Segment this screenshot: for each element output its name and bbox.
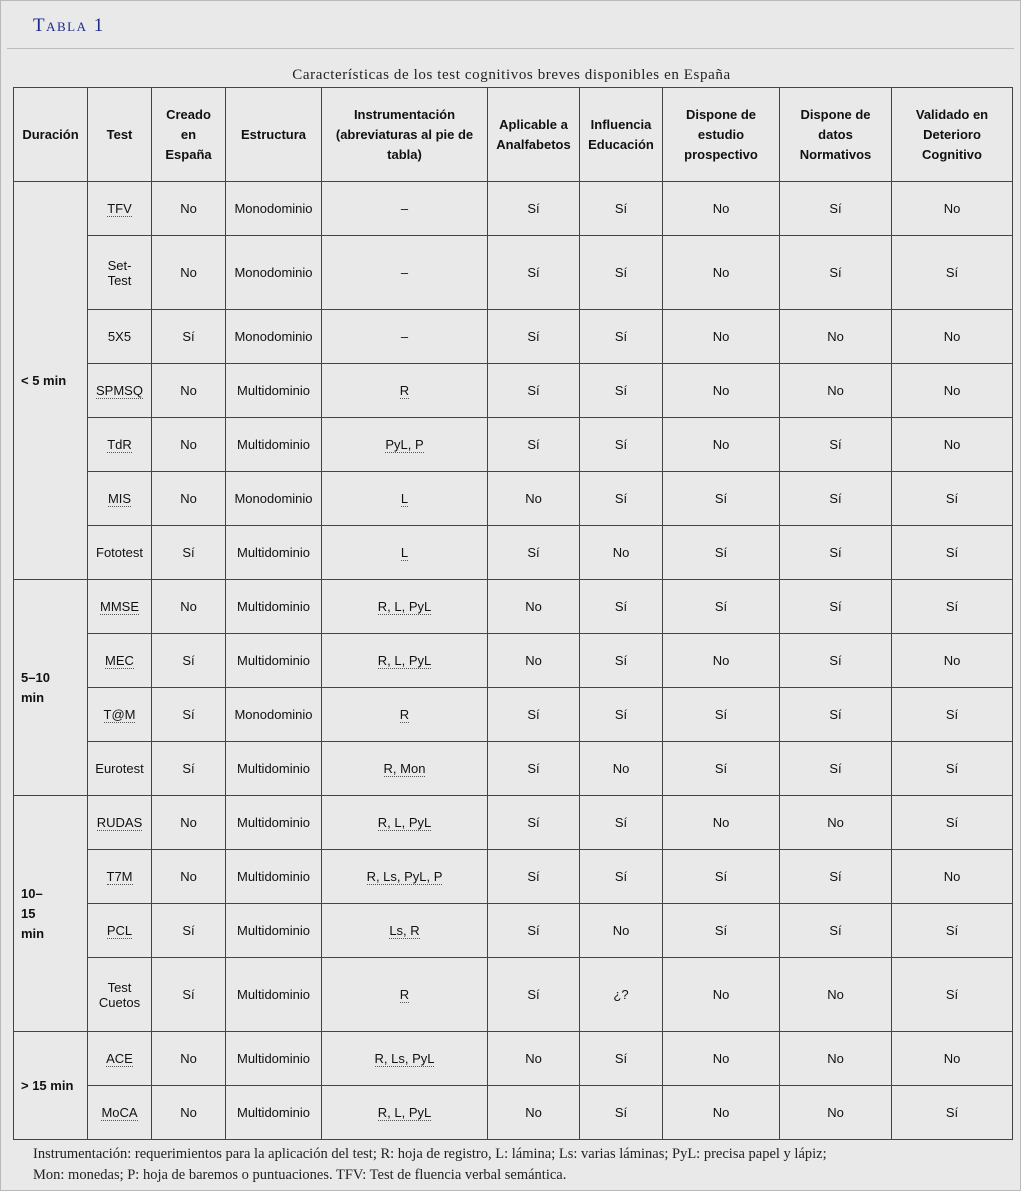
test-name: T7M <box>106 869 133 884</box>
test-name: MoCA <box>101 1105 138 1120</box>
aplicable-cell: Sí <box>488 742 580 796</box>
footnote-line-2: Mon: monedas; P: hoja de baremos o puntuaciones. TFV: Test de fluencia verbal semántica. <box>33 1167 567 1183</box>
estructura-cell: Monodominio <box>226 236 322 310</box>
normativos-cell: Sí <box>780 236 892 310</box>
estructura-cell: Multidominio <box>226 364 322 418</box>
duration-cell: 5–10 min <box>14 580 88 796</box>
creado-cell: No <box>152 796 226 850</box>
normativos-cell: No <box>780 364 892 418</box>
validado-cell: Sí <box>892 236 1013 310</box>
footnote-line-1: Instrumentación: requerimientos para la aplicación del test; R: hoja de registro, L: lámina; Ls: varias láminas; PyL: precisa papel y lápiz; <box>33 1146 827 1162</box>
aplicable-cell: Sí <box>488 904 580 958</box>
prospectivo-cell: No <box>663 958 780 1032</box>
prospectivo-cell: No <box>663 1032 780 1086</box>
test-cell <box>88 310 152 364</box>
test-cell <box>88 580 152 634</box>
table-row <box>14 526 1013 580</box>
creado-cell: Sí <box>152 634 226 688</box>
estructura-cell: Multidominio <box>226 634 322 688</box>
creado-cell: No <box>152 850 226 904</box>
header-normativos: Dispone de datos Normativos <box>780 88 892 182</box>
creado-cell: Sí <box>152 904 226 958</box>
table-row <box>14 472 1013 526</box>
test-cell <box>88 1032 152 1086</box>
test-cell <box>88 364 152 418</box>
prospectivo-cell: No <box>663 310 780 364</box>
creado-cell: Sí <box>152 742 226 796</box>
estructura-cell: Multidominio <box>226 1032 322 1086</box>
test-name: TdR <box>107 437 132 452</box>
estructura-cell: Multidominio <box>226 796 322 850</box>
instr-cell: L <box>322 526 488 580</box>
table-row <box>14 688 1013 742</box>
table-label: Tabla 1 <box>33 15 105 36</box>
validado-cell: Sí <box>892 958 1013 1032</box>
validado-cell: No <box>892 418 1013 472</box>
normativos-cell: Sí <box>780 634 892 688</box>
creado-cell: Sí <box>152 688 226 742</box>
validado-cell: Sí <box>892 904 1013 958</box>
instr-cell: R, Mon <box>322 742 488 796</box>
test-cell <box>88 634 152 688</box>
aplicable-cell: Sí <box>488 236 580 310</box>
estructura-cell: Monodominio <box>226 182 322 236</box>
normativos-cell: Sí <box>780 526 892 580</box>
header-influencia: Influencia Educación <box>580 88 663 182</box>
validado-cell: Sí <box>892 796 1013 850</box>
influencia-cell: Sí <box>580 1032 663 1086</box>
estructura-cell: Multidominio <box>226 850 322 904</box>
table-row <box>14 742 1013 796</box>
aplicable-cell: Sí <box>488 526 580 580</box>
table-row <box>14 236 1013 310</box>
normativos-cell: No <box>780 958 892 1032</box>
estructura-cell: Multidominio <box>226 904 322 958</box>
table-row <box>14 904 1013 958</box>
creado-cell: No <box>152 236 226 310</box>
prospectivo-cell: No <box>663 634 780 688</box>
prospectivo-cell: Sí <box>663 688 780 742</box>
table-row <box>14 958 1013 1032</box>
instr-cell: R <box>322 364 488 418</box>
aplicable-cell: Sí <box>488 310 580 364</box>
influencia-cell: Sí <box>580 634 663 688</box>
creado-cell: No <box>152 418 226 472</box>
normativos-cell: No <box>780 1086 892 1140</box>
prospectivo-cell: Sí <box>663 526 780 580</box>
influencia-cell: Sí <box>580 182 663 236</box>
header-aplicable: Aplicable a Analfabetos <box>488 88 580 182</box>
influencia-cell: Sí <box>580 796 663 850</box>
table-row <box>14 1032 1013 1086</box>
influencia-cell: Sí <box>580 688 663 742</box>
normativos-cell: Sí <box>780 904 892 958</box>
influencia-cell: Sí <box>580 1086 663 1140</box>
validado-cell: No <box>892 182 1013 236</box>
test-name: ACE <box>106 1051 133 1066</box>
instr-cell: L <box>322 472 488 526</box>
validado-cell: No <box>892 310 1013 364</box>
creado-cell: No <box>152 580 226 634</box>
divider <box>7 48 1014 49</box>
aplicable-cell: No <box>488 1032 580 1086</box>
estructura-cell: Multidominio <box>226 958 322 1032</box>
estructura-cell: Multidominio <box>226 580 322 634</box>
test-cell <box>88 236 152 310</box>
test-name: Fototest <box>96 545 143 560</box>
aplicable-cell: No <box>488 580 580 634</box>
table-row <box>14 1086 1013 1140</box>
influencia-cell: Sí <box>580 364 663 418</box>
normativos-cell: Sí <box>780 580 892 634</box>
test-cell <box>88 688 152 742</box>
instr-cell: PyL, P <box>322 418 488 472</box>
influencia-cell: Sí <box>580 580 663 634</box>
test-cell <box>88 850 152 904</box>
table-row <box>14 580 1013 634</box>
validado-cell: Sí <box>892 742 1013 796</box>
validado-cell: No <box>892 1032 1013 1086</box>
header-instrumentacion: Instrumentación (abreviaturas al pie de tabla) <box>322 88 488 182</box>
prospectivo-cell: No <box>663 364 780 418</box>
aplicable-cell: No <box>488 634 580 688</box>
estructura-cell: Monodominio <box>226 472 322 526</box>
table-row <box>14 796 1013 850</box>
instr-cell: R, L, PyL <box>322 796 488 850</box>
test-name: Test Cuetos <box>98 979 141 1010</box>
table-row <box>14 634 1013 688</box>
test-cell <box>88 958 152 1032</box>
aplicable-cell: Sí <box>488 182 580 236</box>
prospectivo-cell: No <box>663 1086 780 1140</box>
validado-cell: No <box>892 850 1013 904</box>
estructura-cell: Monodominio <box>226 310 322 364</box>
prospectivo-cell: No <box>663 418 780 472</box>
influencia-cell: Sí <box>580 850 663 904</box>
influencia-cell: No <box>580 904 663 958</box>
instr-cell: R, L, PyL <box>322 1086 488 1140</box>
test-cell <box>88 904 152 958</box>
test-name: TFV <box>107 201 132 216</box>
normativos-cell: Sí <box>780 742 892 796</box>
footnote <box>33 1144 993 1186</box>
duration-cell: > 15 min <box>14 1032 88 1140</box>
prospectivo-cell: No <box>663 796 780 850</box>
normativos-cell: No <box>780 796 892 850</box>
test-name: SPMSQ <box>96 383 143 398</box>
estructura-cell: Multidominio <box>226 526 322 580</box>
influencia-cell: Sí <box>580 310 663 364</box>
header-estructura: Estructura <box>226 88 322 182</box>
test-name: MIS <box>107 491 132 506</box>
aplicable-cell: Sí <box>488 850 580 904</box>
estructura-cell: Multidominio <box>226 742 322 796</box>
header-test: Test <box>88 88 152 182</box>
instr-cell: R, L, PyL <box>322 580 488 634</box>
influencia-cell: Sí <box>580 418 663 472</box>
estructura-cell: Monodominio <box>226 688 322 742</box>
prospectivo-cell: No <box>663 236 780 310</box>
test-name: PCL <box>106 923 133 938</box>
duration-cell: < 5 min <box>14 182 88 580</box>
aplicable-cell: Sí <box>488 364 580 418</box>
table-body <box>14 182 1013 1140</box>
test-cell <box>88 182 152 236</box>
instr-cell: – <box>322 310 488 364</box>
estructura-cell: Multidominio <box>226 418 322 472</box>
test-name: T@M <box>103 707 136 722</box>
validado-cell: Sí <box>892 580 1013 634</box>
creado-cell: No <box>152 364 226 418</box>
normativos-cell: Sí <box>780 182 892 236</box>
aplicable-cell: Sí <box>488 418 580 472</box>
header-prospectivo: Dispone de estudio prospectivo <box>663 88 780 182</box>
instr-cell: – <box>322 236 488 310</box>
test-cell <box>88 796 152 850</box>
table-row <box>14 364 1013 418</box>
aplicable-cell: Sí <box>488 688 580 742</box>
validado-cell: Sí <box>892 526 1013 580</box>
creado-cell: No <box>152 182 226 236</box>
table-caption: Características de los test cognitivos breves disponibles en España <box>292 67 731 83</box>
prospectivo-cell: Sí <box>663 580 780 634</box>
test-name: 5X5 <box>107 329 132 344</box>
normativos-cell: Sí <box>780 850 892 904</box>
table-row <box>14 418 1013 472</box>
instr-cell: R <box>322 688 488 742</box>
header-row <box>14 88 1013 182</box>
creado-cell: Sí <box>152 310 226 364</box>
table-row <box>14 310 1013 364</box>
creado-cell: Sí <box>152 958 226 1032</box>
instr-cell: Ls, R <box>322 904 488 958</box>
test-name: Eurotest <box>95 761 144 776</box>
influencia-cell: No <box>580 742 663 796</box>
instr-cell: R, Ls, PyL <box>322 1032 488 1086</box>
instr-cell: R <box>322 958 488 1032</box>
test-cell <box>88 742 152 796</box>
tests-table <box>13 87 1013 1140</box>
test-name: Set-Test <box>107 257 132 288</box>
instr-cell: R, Ls, PyL, P <box>322 850 488 904</box>
aplicable-cell: No <box>488 472 580 526</box>
creado-cell: Sí <box>152 526 226 580</box>
prospectivo-cell: Sí <box>663 904 780 958</box>
influencia-cell: Sí <box>580 472 663 526</box>
instr-cell: – <box>322 182 488 236</box>
estructura-cell: Multidominio <box>226 1086 322 1140</box>
instr-cell: R, L, PyL <box>322 634 488 688</box>
aplicable-cell: Sí <box>488 796 580 850</box>
validado-cell: No <box>892 634 1013 688</box>
prospectivo-cell: Sí <box>663 742 780 796</box>
validado-cell: Sí <box>892 1086 1013 1140</box>
creado-cell: No <box>152 472 226 526</box>
prospectivo-cell: Sí <box>663 850 780 904</box>
prospectivo-cell: Sí <box>663 472 780 526</box>
normativos-cell: Sí <box>780 418 892 472</box>
influencia-cell: No <box>580 526 663 580</box>
validado-cell: Sí <box>892 472 1013 526</box>
test-cell <box>88 526 152 580</box>
normativos-cell: Sí <box>780 472 892 526</box>
influencia-cell: ¿? <box>580 958 663 1032</box>
normativos-cell: No <box>780 310 892 364</box>
header-validado: Validado en Deterioro Cognitivo <box>892 88 1013 182</box>
influencia-cell: Sí <box>580 236 663 310</box>
validado-cell: Sí <box>892 688 1013 742</box>
test-name: MMSE <box>100 599 139 614</box>
normativos-cell: Sí <box>780 688 892 742</box>
test-name: MEC <box>105 653 134 668</box>
validado-cell: No <box>892 364 1013 418</box>
table-row <box>14 850 1013 904</box>
test-cell <box>88 418 152 472</box>
test-cell <box>88 472 152 526</box>
creado-cell: No <box>152 1086 226 1140</box>
test-name: RUDAS <box>96 815 143 830</box>
test-cell <box>88 1086 152 1140</box>
prospectivo-cell: No <box>663 182 780 236</box>
aplicable-cell: Sí <box>488 958 580 1032</box>
aplicable-cell: No <box>488 1086 580 1140</box>
table-row <box>14 182 1013 236</box>
header-creado: Creado en España <box>152 88 226 182</box>
header-duracion: Duración <box>14 88 88 182</box>
normativos-cell: No <box>780 1032 892 1086</box>
duration-cell: 10–15 min <box>14 796 88 1032</box>
creado-cell: No <box>152 1032 226 1086</box>
